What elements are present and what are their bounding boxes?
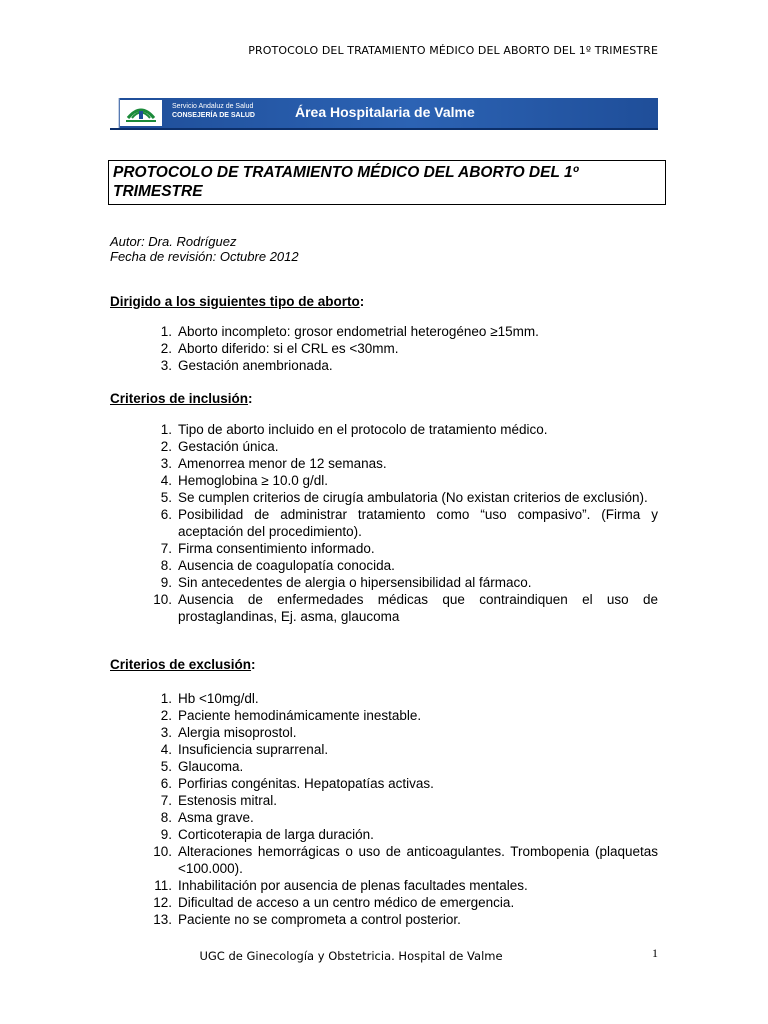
list-item: 5. Se cumplen criterios de cirugía ambulatoria (No existan criterios de exclusión). (160, 490, 648, 505)
section-title-exclusion: Criterios de exclusión: (110, 657, 256, 672)
section-title-inclusion: Criterios de inclusión: (110, 391, 253, 406)
list-item: 12. Dificultad de acceso a un centro médico de emergencia. (153, 895, 515, 910)
section-title-target-abortions: Dirigido a los siguientes tipo de aborto: (110, 294, 365, 309)
section-title-text: Criterios de exclusión (110, 657, 252, 672)
document-title: PROTOCOLO DE TRATAMIENTO MÉDICO DEL ABORTO DEL 1º TRIMESTRE (108, 160, 666, 205)
author-line: Autor: Dra. Rodríguez (110, 234, 237, 249)
list-item: 8. Asma grave. (160, 810, 254, 825)
target-abortion-list (150, 323, 658, 374)
banner-organization (172, 102, 255, 120)
list-item: 4. Insuficiencia suprarrenal. (160, 742, 329, 757)
list-item: 8. Ausencia de coagulopatía conocida. (160, 558, 395, 573)
list-item: 2. Aborto diferido: si el CRL es <30mm. (160, 341, 399, 356)
exclusion-criteria-list (150, 690, 658, 928)
document-meta (110, 234, 299, 264)
section-title-text: Dirigido a los siguientes tipo de aborto (110, 294, 360, 309)
inclusion-criteria-list (150, 421, 658, 625)
list-item: 13. Paciente no se comprometa a control posterior. (153, 912, 461, 927)
list-item: 7. Firma consentimiento informado. (160, 541, 375, 556)
revision-date-line: Fecha de revisión: Octubre 2012 (110, 249, 299, 264)
list-item: 1. Aborto incompleto: grosor endometrial heterogéneo ≥15mm. (160, 324, 539, 339)
section-title-text: Criterios de inclusión (110, 391, 249, 406)
banner-org-line1: Servicio Andaluz de Salud (172, 103, 254, 110)
hospital-banner (110, 98, 658, 130)
list-item: 10. Alteraciones hemorrágicas o uso de anticoagulantes. Trombopenia (plaquetas <100.000). (153, 844, 658, 876)
banner-title: Área Hospitalaria de Valme (295, 104, 475, 120)
list-item: 3. Amenorrea menor de 12 semanas. (160, 456, 387, 471)
list-item: 10. Ausencia de enfermedades médicas que contraindiquen el uso de prostaglandinas, Ej. asma, glaucoma (153, 592, 658, 624)
footer-text: UGC de Ginecología y Obstetricia. Hospital de Valme (199, 949, 503, 963)
list-item: 11. Inhabilitación por ausencia de plenas facultades mentales. (154, 878, 528, 893)
running-header: PROTOCOLO DEL TRATAMIENTO MÉDICO DEL ABORTO DEL 1º TRIMESTRE (248, 44, 658, 57)
list-item: 9. Sin antecedentes de alergia o hipersensibilidad al fármaco. (160, 575, 532, 590)
list-item: 4. Hemoglobina ≥ 10.0 g/dl. (160, 473, 329, 488)
list-item: 3. Gestación anembrionada. (160, 358, 333, 373)
junta-andalucia-logo-icon (120, 100, 162, 126)
list-item: 9. Corticoterapia de larga duración. (160, 827, 374, 842)
list-item: 7. Estenosis mitral. (160, 793, 278, 808)
list-item: 2. Gestación única. (160, 439, 279, 454)
list-item: 1. Hb <10mg/dl. (160, 691, 259, 706)
list-item: 2. Paciente hemodinámicamente inestable. (160, 708, 422, 723)
page-number: 1 (652, 946, 658, 960)
banner-org-line2: CONSEJERÍA DE SALUD (172, 112, 255, 119)
list-item: 1. Tipo de aborto incluido en el protocolo de tratamiento médico. (160, 422, 548, 437)
list-item: 6. Porfirias congénitas. Hepatopatías activas. (160, 776, 434, 791)
list-item: 5. Glaucoma. (160, 759, 244, 774)
list-item: 3. Alergia misoprostol. (160, 725, 297, 740)
list-item: 6. Posibilidad de administrar tratamiento como “uso compasivo”. (Firma y aceptación del procedimiento). (160, 507, 658, 539)
